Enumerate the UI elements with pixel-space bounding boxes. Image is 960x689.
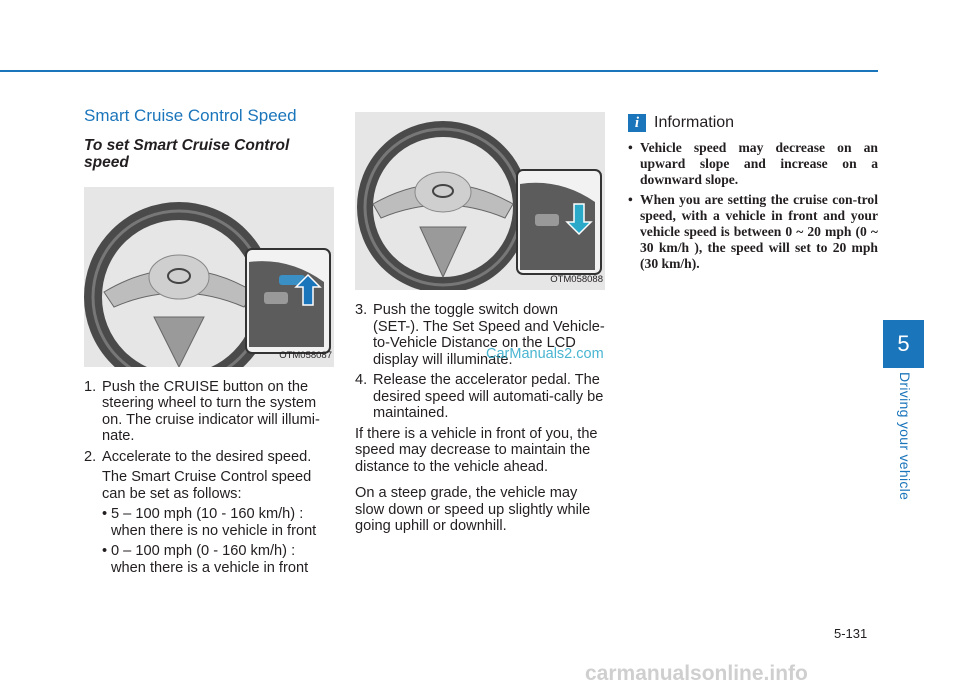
steering-wheel-illustration	[355, 112, 605, 290]
list-item: 2. Accelerate to the desired speed.	[84, 448, 312, 465]
list-item: 3. Push the toggle switch down (SET-). The Set Speed and Vehicle-to-Vehicle Distance on the LCD display will illuminate.	[355, 302, 605, 368]
info-icon: i	[628, 114, 646, 132]
information-header	[628, 114, 878, 132]
figure-code: OTM058087	[279, 350, 332, 361]
chapter-number: 5	[883, 320, 924, 368]
header-rule	[0, 70, 878, 72]
list-item: • Vehicle speed may decrease on an upward slope and increase on a downward slope.	[628, 140, 878, 188]
information-list	[628, 140, 878, 272]
column-middle	[355, 112, 605, 545]
list-item: 4. Release the accelerator pedal. The desired speed will automati-cally be maintained.	[355, 372, 604, 421]
column-left	[84, 108, 334, 580]
paragraph: If there is a vehicle in front of you, the speed may decrease to maintain the distance to the vehicle ahead.	[355, 425, 598, 475]
chapter-title: Driving your vehicle	[897, 372, 913, 501]
page-number: 5-131	[834, 626, 868, 641]
figure-cruise-button	[84, 187, 334, 367]
watermark: CarManuals2.com	[486, 346, 604, 362]
list-item: • 0 – 100 mph (0 - 160 km/h) : when there is a vehicle in front	[102, 543, 334, 576]
speed-note: The Smart Cruise Control speed can be set as follows:	[102, 469, 312, 502]
paragraph: On a steep grade, the vehicle may slow down or speed up slightly while going uphill or downhill.	[355, 485, 591, 534]
information-title: Information	[654, 113, 735, 131]
list-item: • When you are setting the cruise con-trol speed, with a vehicle in front and your vehicle speed is between 0 ~ 20 mph (0 ~ 30 km/h ), the speed will set to 20 mph (30 km/h).	[628, 192, 878, 272]
list-item: • 5 – 100 mph (10 - 160 km/h) : when there is no vehicle in front	[102, 506, 334, 539]
speed-range-list	[84, 506, 334, 576]
section-title: Smart Cruise Control Speed	[84, 106, 297, 125]
watermark-footer: carmanualsonline.info	[585, 662, 808, 685]
list-item: 1. Push the CRUISE button on the steering wheel to turn the system on. The cruise indicator will illumi-nate.	[84, 378, 320, 444]
subsection-title: To set Smart Cruise Control speed	[84, 136, 290, 171]
figure-toggle-switch	[355, 112, 605, 290]
column-right	[628, 114, 878, 276]
steps-list-1	[84, 379, 334, 466]
figure-code: OTM058088	[550, 273, 603, 285]
steering-wheel-illustration	[84, 187, 334, 367]
